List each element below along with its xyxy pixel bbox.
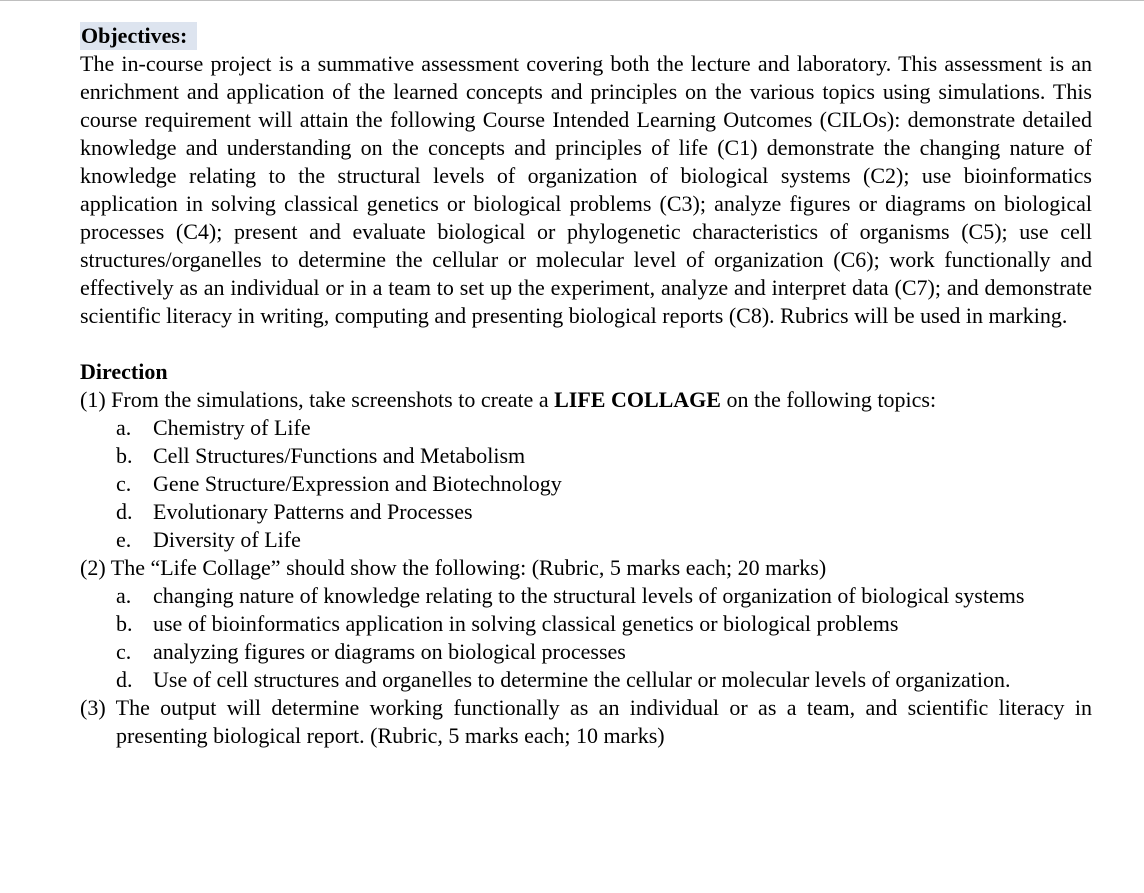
list-item — [80, 470, 1092, 498]
list-item-letter: a. — [116, 583, 132, 608]
list-item — [80, 526, 1092, 554]
direction-item-1-sublist — [80, 414, 1092, 554]
list-item-letter: d. — [116, 499, 133, 524]
direction-item-2-text: The “Life Collage” should show the following: (Rubric, 5 marks each; 20 marks) — [110, 555, 827, 580]
list-item-text: Use of cell structures and organelles to determine the cellular or molecular levels of organization. — [153, 667, 1011, 692]
list-item — [80, 442, 1092, 470]
list-item-letter: b. — [116, 443, 133, 468]
direction-item-2-number: (2) — [80, 555, 106, 580]
direction-item-3-number: (3) — [80, 695, 106, 720]
list-item-text: Cell Structures/Functions and Metabolism — [153, 443, 526, 468]
objectives-section — [80, 22, 1092, 330]
list-item-text: Diversity of Life — [153, 527, 301, 552]
objectives-paragraph: The in-course project is a summative assessment covering both the lecture and laboratory. This assessment is an enrichment and application of the learned concepts and principles on the various topics using simulations. This course requirement will attain the following Course Intended Learning Outcomes (CILOs): demonstrate detailed knowledge and understanding on the concepts and principles of life (C1) demonstrate the changing nature of knowledge relating to the structural levels of organization of biological systems (C2); use bioinformatics application in solving classical genetics or biological problems (C3); analyze figures or diagrams on biological processes (C4); present and evaluate biological or phylogenetic characteristics of organisms (C5); use cell structures/organelles to determine the cellular or molecular level of organization (C6); work functionally and effectively as an individual or in a team to set up the experiment, analyze and interpret data (C7); and demonstrate scientific literacy in writing, computing and presenting biological reports (C8). Rubrics will be used in marking. — [80, 51, 1092, 328]
direction-item-1 — [80, 386, 1092, 414]
list-item-letter: c. — [116, 471, 132, 496]
list-item-text: Evolutionary Patterns and Processes — [153, 499, 473, 524]
objectives-heading: Objectives: — [80, 22, 197, 50]
list-item — [80, 610, 1092, 638]
direction-item-2-sublist — [80, 582, 1092, 694]
list-item — [80, 582, 1092, 610]
list-item — [80, 414, 1092, 442]
direction-item-1-text-after: on the following topics: — [726, 387, 937, 412]
list-item — [80, 638, 1092, 666]
list-item-text: changing nature of knowledge relating to the structural levels of organization of biological systems — [153, 583, 1025, 608]
direction-item-2 — [80, 554, 1092, 582]
list-item-letter: a. — [116, 415, 132, 440]
list-item-text: use of bioinformatics application in solving classical genetics or biological problems — [153, 611, 899, 636]
direction-section — [80, 358, 1092, 750]
list-item-letter: e. — [116, 527, 132, 552]
direction-heading: Direction — [80, 359, 168, 384]
direction-item-3-text: The output will determine working functionally as an individual or as a team, and scientific literacy in presenting biological report. (Rubric, 5 marks each; 10 marks) — [115, 695, 1092, 748]
document-page — [80, 22, 1092, 750]
direction-item-1-number: (1) — [80, 387, 106, 412]
list-item-text: analyzing figures or diagrams on biological processes — [153, 639, 626, 664]
list-item-text: Chemistry of Life — [153, 415, 311, 440]
direction-item-3 — [80, 694, 1092, 750]
list-item — [80, 498, 1092, 526]
list-item-letter: b. — [116, 611, 133, 636]
list-item — [80, 666, 1092, 694]
direction-item-1-text-before: From the simulations, take screenshots to create a — [111, 387, 549, 412]
direction-item-1-text-bold: LIFE COLLAGE — [554, 387, 721, 412]
list-item-text: Gene Structure/Expression and Biotechnology — [153, 471, 562, 496]
list-item-letter: c. — [116, 639, 132, 664]
top-border-line — [0, 0, 1144, 1]
list-item-letter: d. — [116, 667, 133, 692]
